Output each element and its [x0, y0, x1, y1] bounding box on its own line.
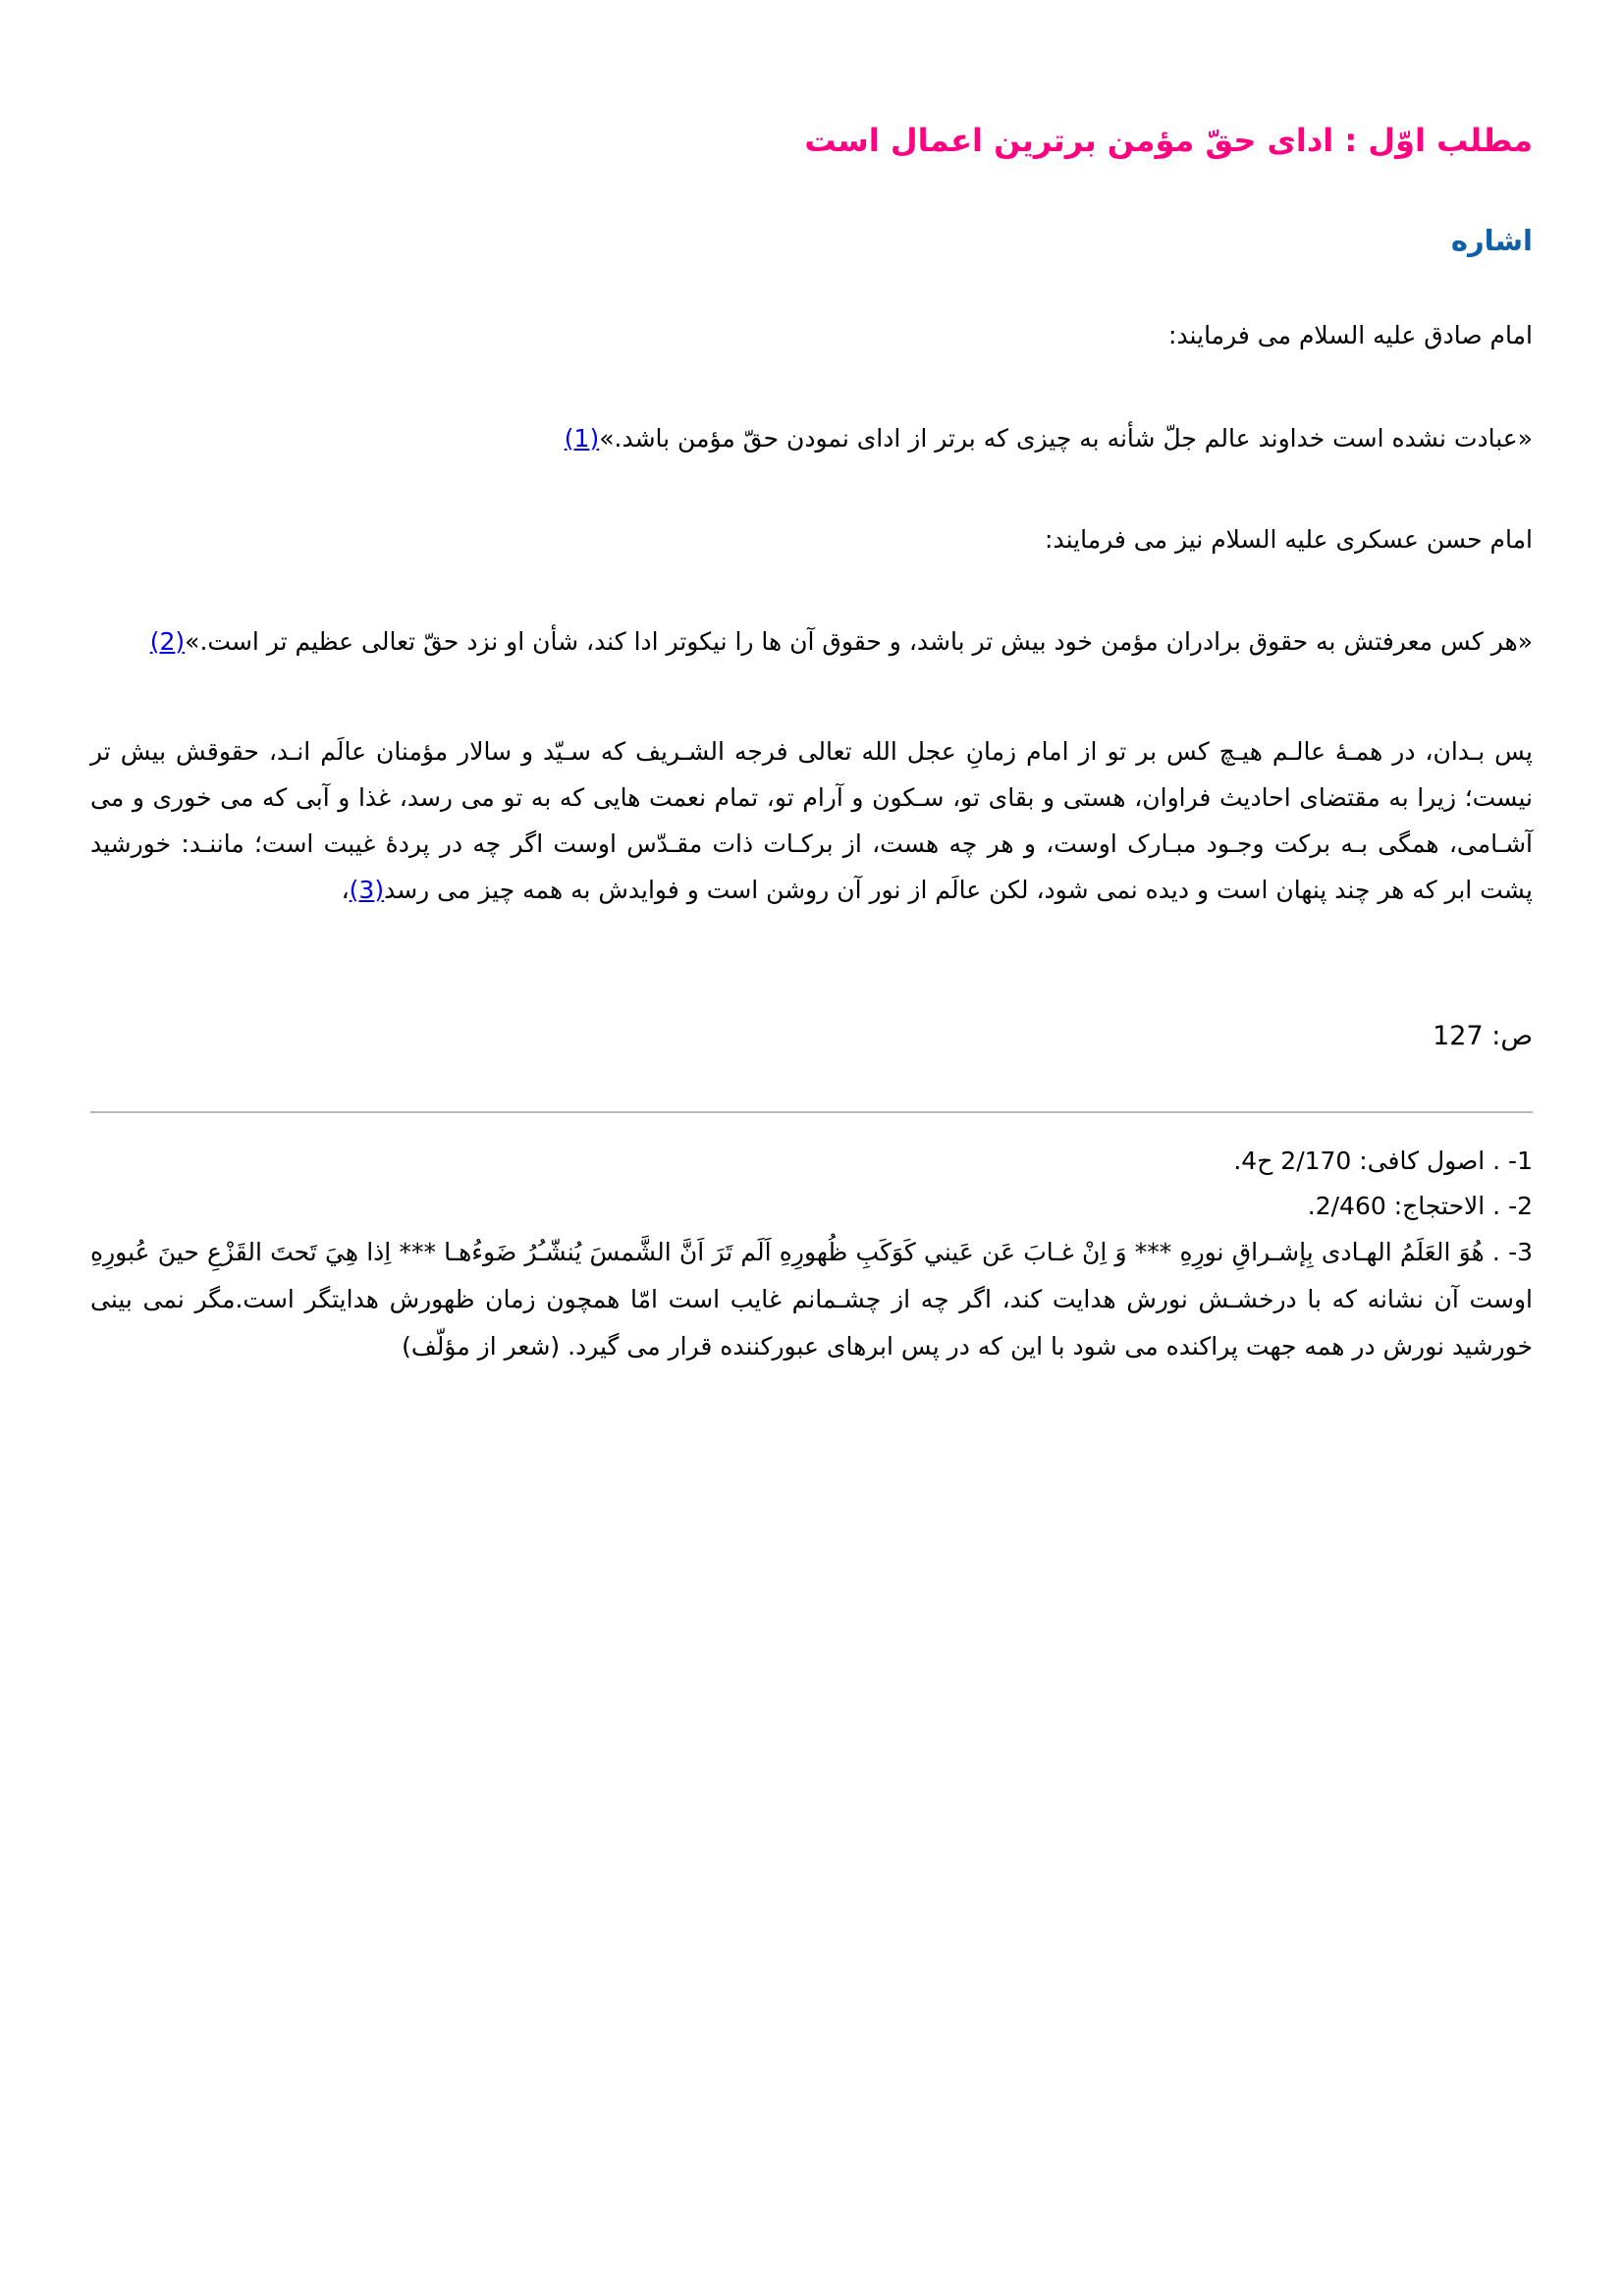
footnote-link-2[interactable]: (2)	[149, 627, 186, 656]
main-paragraph	[90, 728, 1533, 913]
quote-2	[90, 625, 1533, 659]
quote-2-text: «هر کس معرفتش به حقوق برادران مؤمن خود بیش تر باشد، و حقوق آن ها را نیکوتر ادا کند، شأن او نزد حقّ تعالی عظیم تر است.»	[185, 627, 1533, 656]
quote-1-text: «عبادت نشده است خداوند عالم جلّ شأنه به چیزی که برتر از ادای نمودن حقّ مؤمن باشد.»	[599, 424, 1533, 453]
quote-1	[90, 422, 1533, 455]
section-subtitle: اشاره	[1450, 224, 1533, 257]
footnote-2: 2- . الاحتجاج: 2/460.	[1307, 1192, 1533, 1220]
page-number: ص: 127	[1433, 1021, 1533, 1051]
main-paragraph-end: ،	[341, 876, 350, 904]
footnote-1: 1- . اصول کافی: 2/170 ح4.	[1233, 1147, 1533, 1175]
main-paragraph-text: پس بـدان، در همـهٔ عالـم هیـچ کس بر تو از امام زمانِ عجل الله تعالی فرجه الشـریف که سـیّد و سالار مؤمنان عالَم انـد، حقوقش بیش تر نیست؛ زیرا به مقتضای احادیث فراوان، هستی و بقای تو، سـکون و آرام تو، تمام نعمت هایی که به تو می رسد، غذا و آبی که می خوری و می آشـامی، همگی بـه برکت وجـود مبـارک اوست، و هر چه هست، از برکـات ذات مقـدّس اوست اگر چه در پردهٔ غیبت است؛ ماننـد: خورشید پشت ابر که هر چند پنهان است و دیده نمی شود، لکن عالَم از نور آن روشن است و فوایدش به همه چیز می رسد	[90, 737, 1533, 904]
footnote-3: 3- . هُوَ العَلَمُ الهـادی بِإشـراقِ نورِهِ *** وَ اِنْ غـابَ عَن عَيني كَوَكَبِ ظُهورِهِ اَلَم تَرَ اَنَّ الشَّمسَ يُنشّـُرُ ضَوءُهـا *** اِذا هِيَ تَحتَ القَزْعِ حينَ عُبورِهِ اوست آن نشانه که با درخشـش نورش هدایت کند، اگر چه از چشـمانم غایب است امّا همچون زمان ظهورش هدایتگر است.مگر نمی بینی خورشید نورش در همه جهت پراکنده می شود با این که در پس ابرهای عبورکننده قرار می گیرد. (شعر از مؤلّف)	[90, 1238, 1533, 1361]
intro-imam-askari: امام حسن عسکری علیه السلام نیز می فرمایند:	[1045, 525, 1533, 554]
footnote-link-1[interactable]: (1)	[564, 424, 600, 453]
intro-imam-sadiq: امام صادق علیه السلام می فرمایند:	[1168, 321, 1533, 349]
section-title: مطلب اوّل : ادای حقّ مؤمن برترین اعمال است	[804, 122, 1533, 159]
footnote-divider	[90, 1111, 1533, 1113]
footnote-link-3[interactable]: (3)	[349, 876, 385, 904]
footnotes	[90, 1139, 1533, 1370]
